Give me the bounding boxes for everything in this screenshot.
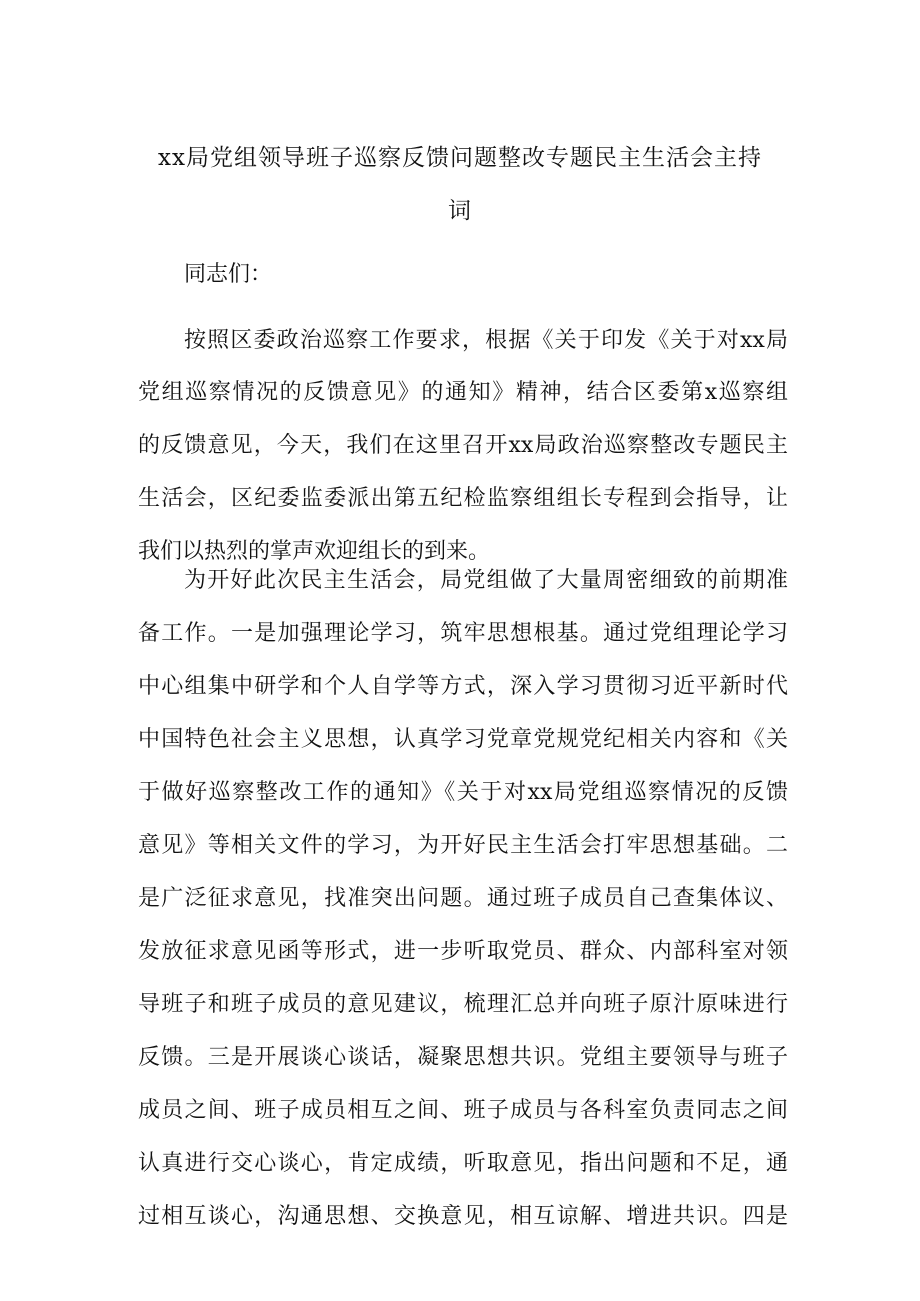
paragraph-line: 备工作。一是加强理论学习，筑牢思想根基。通过党组理论学习 (138, 621, 788, 646)
paragraph-line: 生活会，区纪委监委派出第五纪检监察组组长专程到会指导，让 (138, 486, 788, 511)
paragraph-line: 的反馈意见，今天，我们在这里召开xx局政治巡察整改专题民主 (138, 433, 788, 458)
paragraph-line: 导班子和班子成员的意见建议，梳理汇总并向班子原汁原味进行 (138, 992, 788, 1017)
paragraph-line: 是广泛征求意见，找准突出问题。通过班子成员自己查集体议、 (138, 886, 788, 911)
paragraph-1 (138, 322, 788, 586)
paragraph-line: 于做好巡察整改工作的通知》《关于对xx局党组巡察情况的反馈 (138, 780, 788, 805)
paragraph-line: 成员之间、班子成员相互之间、班子成员与各科室负责同志之间 (138, 1098, 788, 1123)
paragraph-line: 过相互谈心，沟通思想、交换意见，相互谅解、增进共识。四是 (138, 1204, 788, 1229)
paragraph-line: 按照区委政治巡察工作要求，根据《关于印发《关于对xx局 (184, 328, 788, 353)
paragraph-line: 我们以热烈的掌声欢迎组长的到来。 (138, 539, 491, 564)
paragraph-line: 发放征求意见函等形式，进一步听取党员、群众、内部科室对领 (138, 939, 788, 964)
paragraph-line: 为开好此次民主生活会，局党组做了大量周密细致的前期准 (184, 568, 788, 593)
document-title-line-2: 词 (448, 198, 472, 224)
paragraph-line: 党组巡察情况的反馈意见》的通知》精神，结合区委第x巡察组 (138, 380, 788, 405)
document-title-line-1: xx局党组领导班子巡察反馈问题整改专题民主生活会主持 (158, 145, 762, 171)
paragraph-line: 反馈。三是开展谈心谈话，凝聚思想共识。党组主要领导与班子 (138, 1045, 788, 1070)
greeting: 同志们： (184, 262, 273, 287)
paragraph-line: 意见》等相关文件的学习，为开好民主生活会打牢思想基础。二 (138, 833, 788, 858)
paragraph-2 (138, 562, 788, 1251)
paragraph-line: 中国特色社会主义思想，认真学习党章党规党纪相关内容和《关 (138, 727, 788, 752)
paragraph-line: 中心组集中研学和个人自学等方式，深入学习贯彻习近平新时代 (138, 674, 788, 699)
paragraph-line: 认真进行交心谈心，肯定成绩，听取意见，指出问题和不足，通 (138, 1151, 788, 1176)
